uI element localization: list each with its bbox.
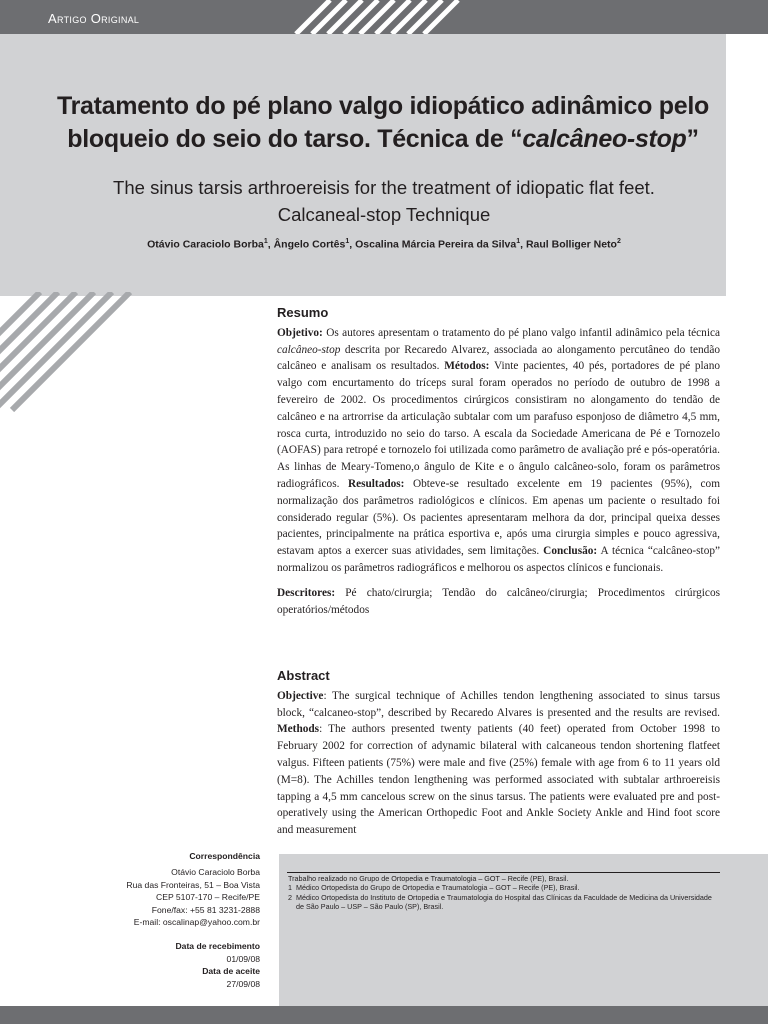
abstract-section: [277, 668, 720, 839]
accepted-label: Data de aceite: [202, 966, 260, 977]
left-stripes-decoration: [0, 292, 150, 412]
footnote-2: 2 Médico Ortopedista do Instituto de Ortopedia e Traumatologia do Hospital das Clínicas da Faculdade de Medicina da Universidade: [288, 892, 712, 902]
resumo-section: [277, 305, 720, 618]
received-label: Data de recebimento: [175, 941, 260, 952]
article-title: [20, 90, 746, 156]
article-subtitle: The sinus tarsis arthroereisis for the treatment of idiopatic flat feet. Calcaneal-stop Technique: [113, 177, 655, 225]
title-line-2: bloqueio do seio do tarso. Técnica de “calcâneo-stop”: [67, 125, 699, 153]
footnote-1: 1 Médico Ortopedista do Grupo de Ortopedia e Traumatologia – GOT – Recife (PE), Brasil.: [288, 883, 580, 893]
correspondence-block: Correspondência Otávio Caraciolo Borba Rua das Fronteiras, 51 – Boa Vista CEP 5107-170 – Recife/PE Fone/fax: +55 81 3231-2888 E-mail: oscalinap@yahoo.com.br Data de recebimento 01/09/08 Data de aceite 27/09/08: [60, 850, 260, 990]
resumo-text: Objetivo: Os autores apresentam o tratamento do pé plano valgo infantil adinâmico pela técnica calcâneo-stop descrita por Recaredo Alvarez, associada ao alongamento percutâneo do tendão calcâneo e analisam os resultados. Métodos: Vinte pacientes, 40 pés, portadores de pé plano valgo com encurtamento do tríceps sural foram operados no período de outubro de 1998 a fevereiro de 2002. Os procedimentos cirúrgicos consistiram no alongamento do tendão de calcâneo e na artrorrise da articulação subtalar com um parafuso esponjoso de diâmetro 4,5 mm, rosca curta, introduzido no seio do tarso. A escala da Sociedade Americana de Pé e Tornozelo (AOFAS) para retropé e tornozelo foi utilizada como parâmetro de avaliação pré e pós-operatória. As linhas de Meary-Tomeno,o ângulo de Kite e o ângulo calcâneo-solo, foram os parâmetros radiográficos. Resultados: Obteve-se resultado excelente em 19 pacientes (95%), com normalização dos parâmetros radiológicos e clínicos. Em apenas um paciente o resultado foi considerado regular (5%). Os pacientes apresentaram melhora da dor, principal queixa desses pacientes, principalmente na prática esportiva e, após uma cirurgia simples e pouco agressiva, estavam aptos a exercer suas atividades, sem limitações. Conclusão: A técnica “calcâneo-stop” normalizou os parâmetros radiográficos e melhorou os aspectos clínicos e funcionais.: [277, 326, 720, 574]
correspondence-heading: Correspondência: [189, 851, 260, 861]
footnote-work: Trabalho realizado no Grupo de Ortopedia e Traumatologia – GOT – Recife (PE), Brasil.: [288, 874, 569, 883]
footnotes: Trabalho realizado no Grupo de Ortopedia e Traumatologia – GOT – Recife (PE), Brasil. 1 Médico Ortopedista do Grupo de Ortopedia e Traumatologia – GOT – Recife (PE), Brasil. 2 Médico Ortopedista do Instituto de Ortopedia e Traumatologia do Hospital das Clínicas da Faculdade de Medicina da Universidade de São Paulo – USP – São Paulo (SP), Brasil.: [288, 874, 728, 911]
footnote-rule: [287, 872, 720, 873]
accepted-date: 27/09/08: [226, 978, 260, 989]
bottom-bar: [0, 1006, 768, 1024]
abstract-text: Objective: The surgical technique of Achilles tendon lengthening associated to sinus tarsus block, “calcaneo-stop”, described by Recaredo Alvares is presented and the results are revised. Methods: The authors presented twenty patients (40 feet) operated from October 1998 to February 2002 for correction of adynamic bilateral with calcaneous tendon shortening flatfeet valgus. Fifteen patients (75%) were male and five (25%) female with age from 6 to 11 years old (M=8). The Achilles tendon lengthening was performed associated with subtalar arthroereisis tapping a 4,5 mm cancelous screw on the sinus tarsus. The patients were evaluated pre and post-operatively using the American Orthopedic Foot and Ankle Society Ankle and Hind foot score and measurement: [277, 689, 720, 837]
descritores: Descritores: Pé chato/cirurgia; Tendão do calcâneo/cirurgia; Procedimentos cirúrgicos operatórios/métodos: [277, 586, 720, 616]
title-block: [0, 34, 726, 296]
author-list: Otávio Caraciolo Borba$^1$, Ângelo Cortês$^1$, Oscalina Márcia Pereira da Silva$^1$, Raul Bolliger Neto$^2$: [147, 238, 621, 251]
title-line-1: Tratamento do pé plano valgo idiopático adinâmico pelo: [57, 92, 709, 120]
section-label: Artigo Original: [48, 11, 140, 26]
abstract-heading: Abstract: [277, 668, 330, 683]
resumo-heading: Resumo: [277, 305, 329, 320]
email-link[interactable]: E-mail: oscalinap@yahoo.com.br: [133, 917, 260, 928]
received-date: 01/09/08: [226, 953, 260, 964]
